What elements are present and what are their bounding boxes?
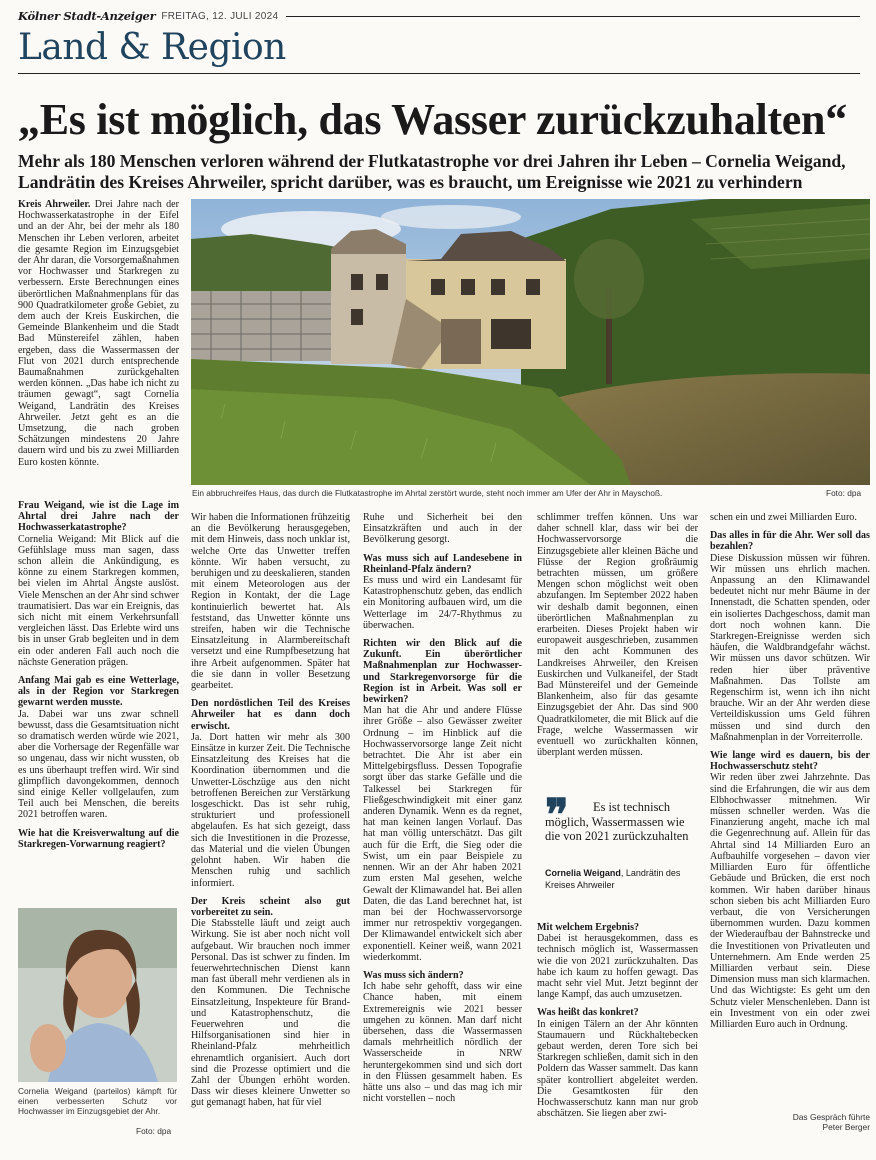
- portrait-caption: Cornelia Weigand (parteilos) kämpft für einen verbesserten Schutz vor Hochwasser im Einzugsgebiet der Ahr.: [18, 1086, 177, 1116]
- interview-answer: schen ein und zwei Milliarden Euro.: [710, 512, 857, 523]
- interview-question: Der Kreis scheint also gut vorbereitet zu sein.: [191, 895, 350, 918]
- interview-answer: Cornelia Weigand: Mit Blick auf die Gefühlslage muss man sagen, dass schon allein die Ankündigung, es könne zu einem Starkregen kommen, bei vielen im Ahrtal Ängste auslöst. Viele Menschen an der Ahr sind schwer traumatisiert. Das war ein Ereignis, das sich nicht mit einem Verkehrsunfall vergleichen lässt. Das Erlebte wird uns bis in unser Grab begleiten und in dem ein oder anderen Fall auch noch die nächste Generation prägen.: [18, 533, 179, 668]
- interview-answer: Es muss und wird ein Landesamt für Katastrophenschutz geben, das endlich ein Monitoring aufbauen wird, um die Wetterlage im 24/7-Rhythmus zu überwachen.: [363, 575, 522, 631]
- interview-answer: In einigen Tälern an der Ahr könnten Staumauern und Rückhaltebecken gebaut werden, deren Tore sich bei Starkregen schließen, damit sich in den Poldern das Wasser sammelt. Das kann später kontrolliert abgeleitet werden. Die Gesamtkosten für den Hochwasserschutz kann man nur grob abschätzen. Sie liegen aber zwi-: [537, 1018, 698, 1120]
- column-3: [363, 512, 522, 1111]
- column-2: [191, 512, 350, 1116]
- interview-answer: Ruhe und Sicherheit bei den Einsatzkräften und auch in der Bevölkerung gesorgt.: [363, 512, 522, 546]
- column-5: [710, 512, 870, 1037]
- section-title: Land & Region: [18, 27, 286, 68]
- pull-quote-name: Cornelia Weigand: [545, 868, 621, 878]
- interview-answer: Wir reden über zwei Jahrzehnte. Das sind die Erfahrungen, die wir aus dem Elbhochwasser mitnehmen. Wir müssen schneller werden. Was die Finanzierung angeht, mache ich mal die Gegenrechnung auf. Allein für das Ahrtal sind 14 Milliarden Euro an Aufbauhilfe vorgesehen – davon vier Milliarden Euro für öffentliche Gebäude und Brücken, die erst noch kommen. Wir haben darüber hinaus schon sieben bis acht Milliarden Euro verbaut, die von Versicherungen übernommen wurden. Dazu kommen der Wiederaufbau der Bahnstrecke und die Investitionen von Privatleuten und Unternehmern. Am Ende werden 25 Milliarden verbaut sein. Diese Dimension muss man sich klarmachen. Und das Wichtigste: Es geht um den Schutz vieler Menschenleben. Dann ist ein Investment von ein oder zwei Milliarden Euro auch in Ordnung.: [710, 772, 870, 1030]
- newspaper-logo: Kölner Stadt-Anzeiger: [18, 9, 156, 23]
- pull-quote-author: [545, 868, 695, 891]
- column-4-top: [537, 512, 698, 765]
- interview-answer: Man hat die Ahr und andere Flüsse ihrer Größe – also Gewässer zweiter Ordnung – im Hinblick auf die Hochwasservorsorge lange Zeit nicht betrachtet. Die Ahr ist aber ein Mittelgebirgsfluss. Dessen Topografie sorgt über das starke Gefälle und die Talkessel bei Starkregen für Fließgeschwindigkeit mit einer ganz anderen Dynamik. Wenn es da regnet, hat man keinen langen Vorlauf. Das hat man völlig unterschätzt. Das gilt auch für die Erft, die Sieg oder die Swist, um ein paar Beispiele zu nennen. Wir an der Ahr haben 2021 zum ersten Mal gesehen, welche Gewalt der Klimawandel hat. Bei allen Daten, die das Land berechnet hat, ist man bei der Hochwasservorsorge immer nur retrospektiv vorgegangen. Der Klimawandel entwickelt sich aber exponentiell. Keiner weiß, wann 2021 wiederkommt.: [363, 705, 522, 963]
- interview-question: Das alles in für die Ahr. Wer soll das bezahlen?: [710, 530, 870, 553]
- interview-by-label: Das Gespräch führte: [792, 1112, 870, 1122]
- interview-question: Wie lange wird es dauern, bis der Hochwasserschutz steht?: [710, 750, 870, 773]
- photo-caption: Ein abbruchreifes Haus, das durch die Flutkatastrophe im Ahrtal zerstört wurde, steht noch immer am Ufer der Ahr in Mayschoß.: [192, 488, 663, 498]
- pull-quote-role: , Landrätin des Kreises Ahrweiler: [545, 868, 681, 890]
- interviewer-credit: [760, 1112, 870, 1132]
- interview-answer: Wir haben die Informationen frühzeitig an die Bevölkerung herausgegeben, mit dem Hinweis, dass noch unklar ist, welche Orte das Unwetter treffen könnte. Wir haben versucht, zu beruhigen und zu deeskalieren, standen mit einem Meteorologen aus der Region in Kontakt, der die Lage kontinuierlich bewertet hat. Als feststand, das Unwetter könnte uns streifen, haben wir die Technische Einsatzleitung in Alarmbereitschaft versetzt und eine Rumpfbesetzung hat ihre Arbeit aufgenommen. Später hat die sie dann in voller Besetzung gearbeitet.: [191, 512, 350, 692]
- interview-answer: Die Stabsstelle läuft und zeigt auch Wirkung. Sie ist aber noch nicht voll aufgebaut. Wir brauchen noch immer Personal. Das ist schwer zu finden. Im feuerwehrtechnischen Dienst kann man fast überall mehr verdienen als in den Kommunen. Die Technische Einsatzleitung, Inspekteure für Brand- und Katastrophenschutz, die Feuerwehren und die Hilfsorganisationen sind hier in Rheinland-Pfalz mehrheitlich ehrenamtlich organisiert. Auch dort sind die Prozesse optimiert und die Zahl der Übungen erhöht worden. Dass wir dieses kleinere Unwetter so gut gemanagt haben, hat für viel: [191, 918, 350, 1109]
- interview-question: Was heißt das konkret?: [537, 1007, 639, 1019]
- portrait-credit: Foto: dpa: [136, 1126, 172, 1136]
- masthead: [18, 8, 860, 24]
- flood-house-photo: [191, 199, 870, 485]
- pull-quote-text: Es ist technisch möglich, Wassermassen wie die von 2021 zurückzuhalten: [545, 800, 689, 843]
- interview-answer: Ich habe sehr gehofft, dass wir eine Chance haben, mit einem Extremereignis wie 2021 besser umgehen zu können. Man darf nicht übersehen, dass die Wassermassen damals mehrheitlich nördlich der Wasserscheide in NRW heruntergekommen sind und sich dort in den Flüssen gesammelt haben. Es hätte uns also – und das mag ich mir nicht vorstellen – noch: [363, 981, 522, 1105]
- interviewer-name: Peter Berger: [822, 1122, 870, 1132]
- interview-answer: Ja. Dort hatten wir mehr als 300 Einsätze in kurzer Zeit. Die Technische Einsatzleitung des Kreises hat die Koordination übernommen und die Unwetter-Löschzüge aus den nicht betroffenen Bereichen zur Verstärkung losgeschickt. Das ist sehr ruhig, strukturiert und professionell abgelaufen. Es hat sich gezeigt, dass sich die Investitionen in die Prozesse, das Material und die vielen Übungen gelohnt haben. Wir haben die Menschen ruhig und sachlich informiert.: [191, 731, 350, 889]
- interview-question: Den nordöstlichen Teil des Kreises Ahrweiler hat es dann doch erwischt.: [191, 698, 350, 732]
- interview-question: Wie hat die Kreisverwaltung auf die Starkregen-Vorwarnung reagiert?: [18, 827, 179, 850]
- interview-question: Was muss sich ändern?: [363, 969, 464, 981]
- interview-answer: Diese Diskussion müssen wir führen. Wir müssen uns ehrlich machen. Anpassung an den Klimawandel bedeutet nicht nur mehr Bäume in der Innenstadt, die Schatten spenden, oder ein isoliertes Dachgeschoss, damit man dort noch wohnen kann. Die Starkregen-Ereignisse werden sich häufen, die Waldbrandgefahr wächst. Wir müssen uns davor schützen. Wir reden hier über präventive Maßnahmen. Das Tollste am Regenschirm ist, wenn ich ihn nicht brauche. Wir an der Ahr werden diese Verteildiskussion ums Geld führen müssen und sind durch den Maßnahmenplan in der Vorreiterrolle.: [710, 552, 870, 743]
- interview-question: Was muss sich auf Landesebene in Rheinland-Pfalz ändern?: [363, 552, 522, 575]
- issue-date: FREITAG, 12. JULI 2024: [161, 10, 279, 22]
- dateline: Kreis Ahrweiler.: [18, 199, 91, 210]
- interview-question: Frau Weigand, wie ist die Lage im Ahrtal drei Jahre nach der Hochwasserkatastrophe?: [18, 500, 179, 534]
- portrait-photo: [18, 908, 177, 1082]
- column-4-bottom: [537, 922, 698, 1126]
- photo-credit: Foto: dpa: [826, 488, 862, 498]
- masthead-rule: [286, 16, 860, 17]
- interview-answer: Ja. Dabei war uns zwar schnell bewusst, dass die Gesamtsituation nicht so dramatisch werden würde wie 2021, aber die Vorhersage der Regenfälle war so ungenau, dass wir nicht wussten, ob es uns überhaupt treffen wird. Wir sind glimpflich davongekommen, dennoch sind einige Keller vollgelaufen, zum Teil auch bei Menschen, die bereits 2021 betroffen waren.: [18, 708, 179, 821]
- interview-answer: schlimmer treffen können. Uns war daher schnell klar, dass wir bei der Hochwasservorsorge die Einzugsgebiete aller kleinen Bäche und Flüsse der Region großräumig betrachten müssen, um größere Mengen schon möglichst weit oben abzufangen. Im September 2022 haben wir deshalb damit begonnen, einen überörtlichen Maßnahmenplan zu erarbeiten. Dieses Projekt haben wir europaweit ausgeschrieben, zusammen mit den acht Kommunen des Landkreises Ahrweiler, den Kreisen Euskirchen und Vulkaneifel, der Stadt Bad Münstereifel und der Gemeinde Blankenheim, also für das gesamte Einzugsgebiet der Ahr. Das sind 900 Quadratkilometer, die mit Blick auf die Frage, welche Wassermassen wir eventuell wo zurückhalten können, überplant werden müssen.: [537, 512, 698, 759]
- headline: „Es ist möglich, das Wasser zurückzuhalten“: [18, 95, 847, 144]
- intro-text: Drei Jahre nach der Hochwasserkatastrophe in der Eifel und an der Ahr, bei der mehr als 180 Menschen ihr Leben verloren, arbeitet die gesamte Region im Einzugsgebiet der Ahr daran, die Vorsorgemaßnahmen vor Hochwasser und Starkregen zu verbessern. Erste Berechnungen eines überörtlichen Maßnahmenplans für das 900 Quadratkilometer große Gebiet, zu dem auch der Kreis Euskirchen, die Gemeinde Blankenheim und die Stadt Bad Münstereifel zählen, haben ergeben, dass die Wassermassen der Flut von 2021 durch entsprechende Baumaßnahmen zurückgehalten werden können. „Das habe ich nicht zu träumen gewagt“, sagt Cornelia Weigand, Landrätin des Kreises Ahrweiler. Jetzt geht es an die Umsetzung, die nach groben Schätzungen mindestens 20 Jahre dauern wird und bis zu zwei Milliarden Euro kosten könnte.: [18, 199, 179, 468]
- column-1: [18, 500, 179, 850]
- interview-question: Richten wir den Blick auf die Zukunft. Ein überörtlicher Maßnahmenplan zur Hochwasser- und Starkregenvorsorge für die Region ist in Arbeit. Was soll er bewirken?: [363, 638, 522, 706]
- subheadline: Mehr als 180 Menschen verloren während der Flutkatastrophe vor drei Jahren ihr Leben – Cornelia Weigand, Landrätin des Kreises Ahrweiler, spricht darüber, was es braucht, um Ereignisse wie 2021 zu verhindern: [18, 151, 846, 192]
- interview-answer: Dabei ist herausgekommen, dass es technisch möglich ist, Wassermassen wie die von 2021 zurückzuhalten. Das habe ich kaum zu hoffen gewagt. Das macht sehr viel Mut. Jetzt beginnt der lange Kampf, das auch umzusetzen.: [537, 933, 698, 1001]
- interview-question: Anfang Mai gab es eine Wetterlage, als in der Region vor Starkregen gewarnt werden musste.: [18, 675, 179, 709]
- quote-mark-icon: ❞: [545, 790, 569, 841]
- intro-column: [18, 199, 179, 475]
- section-rule: [18, 73, 860, 74]
- interview-question: Mit welchem Ergebnis?: [537, 922, 640, 933]
- flood-house-illustration: [191, 199, 870, 485]
- portrait-illustration: [18, 908, 177, 1082]
